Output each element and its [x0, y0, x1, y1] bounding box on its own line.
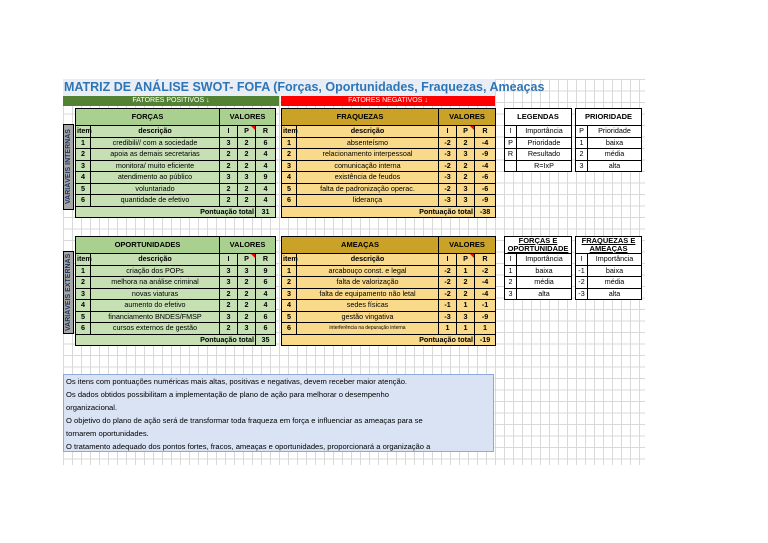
- priority-heading: PRIORIDADE: [576, 109, 642, 126]
- notes-box: [63, 374, 494, 452]
- legend-row: [576, 149, 642, 161]
- legend-key[interactable]: I: [505, 126, 517, 138]
- p-cell[interactable]: 2: [457, 160, 475, 172]
- description-cell[interactable]: falta de equipamento não letal: [297, 288, 439, 300]
- legend-value[interactable]: alta: [588, 160, 642, 172]
- legend-row: [505, 265, 572, 277]
- table-row: [76, 183, 276, 195]
- table-row: [282, 288, 496, 300]
- p-header: P: [238, 126, 256, 138]
- item-cell[interactable]: 2: [76, 277, 91, 289]
- p-cell[interactable]: 2: [238, 137, 256, 149]
- p-cell[interactable]: 3: [457, 195, 475, 207]
- description-cell[interactable]: gestão vingativa: [297, 311, 439, 323]
- legend-row: [576, 160, 642, 172]
- r-cell[interactable]: 4: [256, 288, 276, 300]
- total-row: [282, 206, 496, 218]
- i-header: I: [439, 254, 457, 266]
- i-cell[interactable]: 3: [220, 265, 238, 277]
- r-cell[interactable]: -9: [475, 311, 496, 323]
- description-cell[interactable]: liderança: [297, 195, 439, 207]
- legend-row: [505, 137, 572, 149]
- table-row: [76, 288, 276, 300]
- legend-row: [576, 137, 642, 149]
- i-cell[interactable]: -1: [439, 300, 457, 312]
- table-row: [282, 300, 496, 312]
- p-cell[interactable]: 1: [457, 265, 475, 277]
- table-row: [282, 172, 496, 184]
- r-cell[interactable]: 9: [256, 265, 276, 277]
- r-header: R: [475, 254, 496, 266]
- description-cell[interactable]: novas viaturas: [91, 288, 220, 300]
- description-header: descrição: [91, 126, 220, 138]
- i-cell[interactable]: 2: [220, 160, 238, 172]
- weaknesses-heading: FRAQUEZAS: [282, 109, 439, 126]
- description-cell[interactable]: voluntariado: [91, 183, 220, 195]
- item-cell[interactable]: 1: [76, 137, 91, 149]
- item-cell[interactable]: 3: [76, 288, 91, 300]
- r-cell[interactable]: -4: [475, 288, 496, 300]
- i-cell[interactable]: -2: [439, 137, 457, 149]
- legend-value[interactable]: média: [588, 277, 642, 289]
- r-header: R: [256, 254, 276, 266]
- legend-value[interactable]: Importância: [517, 126, 572, 138]
- r-cell[interactable]: 9: [256, 172, 276, 184]
- r-cell[interactable]: 4: [256, 300, 276, 312]
- legend-key[interactable]: 2: [505, 277, 517, 289]
- description-cell[interactable]: existência de feudos: [297, 172, 439, 184]
- strengths-opportunities-scale: [504, 236, 572, 300]
- p-cell[interactable]: 2: [457, 172, 475, 184]
- i-cell[interactable]: 2: [220, 300, 238, 312]
- table-row: [282, 311, 496, 323]
- r-cell[interactable]: -6: [475, 183, 496, 195]
- legend-key[interactable]: 1: [576, 137, 588, 149]
- table-row: [282, 277, 496, 289]
- i-cell[interactable]: -3: [439, 149, 457, 161]
- i-cell[interactable]: -2: [439, 277, 457, 289]
- item-cell[interactable]: 4: [76, 300, 91, 312]
- legend-key[interactable]: P: [576, 126, 588, 138]
- legend-value[interactable]: Importância: [588, 254, 642, 266]
- total-value[interactable]: -38: [475, 206, 496, 218]
- legend-key[interactable]: 2: [576, 149, 588, 161]
- legend-key[interactable]: R: [505, 149, 517, 161]
- legend-key[interactable]: -3: [576, 288, 588, 300]
- r-cell[interactable]: -9: [475, 195, 496, 207]
- description-header: descrição: [91, 254, 220, 266]
- legend-key[interactable]: I: [576, 254, 588, 266]
- legend-table: [504, 108, 572, 172]
- r-cell[interactable]: 4: [256, 183, 276, 195]
- values-heading: VALORES: [439, 237, 496, 254]
- description-cell[interactable]: falta de padronização operac.: [297, 183, 439, 195]
- i-cell[interactable]: 2: [220, 323, 238, 335]
- item-cell[interactable]: 4: [282, 300, 297, 312]
- legend-value[interactable]: baixa: [588, 265, 642, 277]
- legend-value[interactable]: média: [517, 277, 572, 289]
- item-header: item: [77, 126, 92, 136]
- p-cell[interactable]: 3: [457, 149, 475, 161]
- priority-table: [575, 108, 642, 172]
- negative-factors-bar: FATORES NEGATIVOS ↓: [281, 96, 495, 106]
- legend-value[interactable]: baixa: [588, 137, 642, 149]
- description-cell[interactable]: credibili// com a sociedade: [91, 137, 220, 149]
- table-row: [76, 172, 276, 184]
- i-cell[interactable]: 1: [439, 323, 457, 335]
- description-cell[interactable]: cursos externos de gestão: [91, 323, 220, 335]
- r-cell[interactable]: -9: [475, 149, 496, 161]
- p-cell[interactable]: 2: [238, 183, 256, 195]
- item-cell[interactable]: 5: [76, 311, 91, 323]
- description-header: descrição: [297, 126, 439, 138]
- table-row: [282, 149, 496, 161]
- p-cell[interactable]: 2: [238, 160, 256, 172]
- legend-value[interactable]: alta: [517, 288, 572, 300]
- p-cell[interactable]: 3: [238, 265, 256, 277]
- legend-key[interactable]: -2: [576, 277, 588, 289]
- description-cell[interactable]: atendimento ao público: [91, 172, 220, 184]
- description-cell[interactable]: quantidade de efetivo: [91, 195, 220, 207]
- p-cell[interactable]: 2: [457, 288, 475, 300]
- p-cell[interactable]: 3: [238, 323, 256, 335]
- legend-key[interactable]: 3: [576, 160, 588, 172]
- legend-row: [505, 126, 572, 138]
- table-row: [76, 149, 276, 161]
- description-cell[interactable]: relacionamento interpessoal: [297, 149, 439, 161]
- weaknesses-threats-scale: [575, 236, 642, 300]
- legend-row: [505, 254, 572, 266]
- total-value[interactable]: 35: [256, 334, 276, 346]
- legend-key[interactable]: I: [505, 254, 517, 266]
- item-cell[interactable]: 3: [282, 288, 297, 300]
- legend-value[interactable]: média: [588, 149, 642, 161]
- table-row: [76, 160, 276, 172]
- r-cell[interactable]: 4: [256, 160, 276, 172]
- i-cell[interactable]: 3: [220, 311, 238, 323]
- p-cell[interactable]: 1: [457, 300, 475, 312]
- total-row: [76, 206, 276, 218]
- p-header: P: [457, 254, 475, 266]
- i-cell[interactable]: -3: [439, 172, 457, 184]
- item-cell[interactable]: 4: [282, 172, 297, 184]
- legend-row: [505, 160, 572, 172]
- r-header: R: [256, 126, 276, 138]
- p-cell[interactable]: 2: [238, 288, 256, 300]
- p-cell[interactable]: 2: [457, 137, 475, 149]
- p-cell[interactable]: 2: [238, 149, 256, 161]
- legend-key[interactable]: 3: [505, 288, 517, 300]
- item-cell[interactable]: 6: [282, 323, 297, 335]
- r-cell[interactable]: -2: [475, 265, 496, 277]
- total-row: [282, 334, 496, 346]
- r-cell[interactable]: 6: [256, 323, 276, 335]
- values-heading: VALORES: [220, 109, 276, 126]
- table-row: [76, 265, 276, 277]
- r-header: R: [475, 126, 496, 138]
- description-cell[interactable]: melhora na análise criminal: [91, 277, 220, 289]
- legend-key[interactable]: [505, 160, 517, 172]
- table-row: [76, 137, 276, 149]
- item-cell[interactable]: 5: [76, 183, 91, 195]
- item-cell[interactable]: 3: [282, 160, 297, 172]
- description-cell[interactable]: arcabouço const. e legal: [297, 265, 439, 277]
- note-line: O tratamento adequado dos pontos fortes, fracos, ameaças e oportunidades, proporcionará a organização a: [66, 442, 431, 451]
- legend-row: [576, 254, 642, 266]
- table-row: [76, 311, 276, 323]
- i-cell[interactable]: 2: [220, 183, 238, 195]
- legend-value[interactable]: Resultado: [517, 149, 572, 161]
- table-row: [76, 323, 276, 335]
- p-cell[interactable]: 3: [238, 172, 256, 184]
- i-cell[interactable]: -3: [439, 195, 457, 207]
- description-cell[interactable]: interferência na depuração interna: [297, 323, 439, 335]
- total-value[interactable]: -19: [475, 334, 496, 346]
- threats-table: [281, 236, 496, 346]
- description-cell[interactable]: aumento do efetivo: [91, 300, 220, 312]
- p-header: P: [457, 126, 475, 138]
- description-cell[interactable]: monitora/ muito eficiente: [91, 160, 220, 172]
- i-cell[interactable]: 2: [220, 195, 238, 207]
- description-cell[interactable]: falta de valorização: [297, 277, 439, 289]
- item-cell[interactable]: 5: [282, 311, 297, 323]
- legend-value[interactable]: Prioridade: [517, 137, 572, 149]
- legend-value[interactable]: baixa: [517, 265, 572, 277]
- page-title: MATRIZ DE ANÁLISE SWOT- FOFA (Forças, Oportunidades, Fraquezas, Ameaças: [64, 80, 545, 94]
- item-header: item: [283, 254, 298, 264]
- i-cell[interactable]: 3: [220, 277, 238, 289]
- item-cell[interactable]: 6: [76, 195, 91, 207]
- table-row: [282, 137, 496, 149]
- item-cell[interactable]: 5: [282, 183, 297, 195]
- threats-heading: AMEAÇAS: [282, 237, 439, 254]
- p-header: P: [238, 254, 256, 266]
- item-cell[interactable]: 6: [282, 195, 297, 207]
- r-cell[interactable]: 6: [256, 277, 276, 289]
- i-cell[interactable]: 2: [220, 149, 238, 161]
- opportunities-table: [75, 236, 276, 346]
- strengths-table: [75, 108, 276, 218]
- table-row: [282, 160, 496, 172]
- note-line: tornarem oportunidades.: [66, 429, 149, 438]
- i-cell[interactable]: -2: [439, 288, 457, 300]
- note-line: Os itens com pontuações numéricas mais altas, positivas e negativas, devem receber maior atenção.: [66, 377, 408, 386]
- description-cell[interactable]: sedes físicas: [297, 300, 439, 312]
- legend-heading: LEGENDAS: [505, 109, 572, 126]
- item-cell[interactable]: 2: [76, 149, 91, 161]
- table-row: [76, 300, 276, 312]
- positive-factors-bar: FATORES POSITIVOS ↓: [63, 96, 279, 106]
- item-cell[interactable]: 1: [76, 265, 91, 277]
- description-cell[interactable]: criação dos POPs: [91, 265, 220, 277]
- table-row: [282, 323, 496, 335]
- legend-row: [505, 288, 572, 300]
- table-row: [76, 277, 276, 289]
- item-header: item: [283, 126, 298, 136]
- i-cell[interactable]: 3: [220, 137, 238, 149]
- table-row: [282, 265, 496, 277]
- i-cell[interactable]: 2: [220, 288, 238, 300]
- table-row: [76, 195, 276, 207]
- legend-key[interactable]: -1: [576, 265, 588, 277]
- p-cell[interactable]: 2: [238, 311, 256, 323]
- r-cell[interactable]: 4: [256, 149, 276, 161]
- i-cell[interactable]: -2: [439, 160, 457, 172]
- item-cell[interactable]: 6: [76, 323, 91, 335]
- item-cell[interactable]: 1: [282, 265, 297, 277]
- strengths-opportunities-heading: FORÇAS E OPORTUNIDADE: [505, 237, 572, 254]
- item-cell[interactable]: 4: [76, 172, 91, 184]
- legend-value[interactable]: Importância: [517, 254, 572, 266]
- description-cell[interactable]: financiamento BNDES/FMSP: [91, 311, 220, 323]
- legend-row: [576, 277, 642, 289]
- p-cell[interactable]: 3: [457, 311, 475, 323]
- i-cell[interactable]: 3: [220, 172, 238, 184]
- r-cell[interactable]: -4: [475, 160, 496, 172]
- r-cell[interactable]: 1: [475, 323, 496, 335]
- item-cell[interactable]: 2: [282, 149, 297, 161]
- legend-row: [505, 277, 572, 289]
- internal-variables-label: VARIÁVEIS INTERNAS: [63, 124, 74, 210]
- p-cell[interactable]: 2: [457, 277, 475, 289]
- note-line: Os dados obtidos possibilitam a implementação de plano de ação para melhorar o desempenho: [66, 390, 389, 399]
- values-heading: VALORES: [220, 237, 276, 254]
- r-cell[interactable]: -1: [475, 300, 496, 312]
- p-cell[interactable]: 2: [238, 277, 256, 289]
- weaknesses-table: [281, 108, 496, 218]
- r-cell[interactable]: 6: [256, 137, 276, 149]
- p-cell[interactable]: 2: [238, 195, 256, 207]
- p-cell[interactable]: 2: [238, 300, 256, 312]
- description-cell[interactable]: apoia as demais secretarias: [91, 149, 220, 161]
- i-header: I: [220, 126, 238, 138]
- r-cell[interactable]: -4: [475, 277, 496, 289]
- i-header: I: [439, 126, 457, 138]
- legend-value[interactable]: alta: [588, 288, 642, 300]
- item-cell[interactable]: 2: [282, 277, 297, 289]
- external-variables-label: VARIÁVEIS EXTERNAS: [63, 251, 74, 334]
- p-cell[interactable]: 3: [457, 183, 475, 195]
- total-value[interactable]: 31: [256, 206, 276, 218]
- table-row: [282, 183, 496, 195]
- item-cell[interactable]: 1: [282, 137, 297, 149]
- item-header: item: [77, 254, 92, 264]
- opportunities-heading: OPORTUNIDADES: [76, 237, 220, 254]
- i-cell[interactable]: -2: [439, 183, 457, 195]
- r-cell[interactable]: -6: [475, 172, 496, 184]
- item-cell[interactable]: 3: [76, 160, 91, 172]
- total-label: Pontuação total: [76, 334, 256, 346]
- legend-key[interactable]: P: [505, 137, 517, 149]
- legend-row: [576, 265, 642, 277]
- weaknesses-threats-heading: FRAQUEZAS E AMEAÇAS: [576, 237, 642, 254]
- table-row: [282, 195, 496, 207]
- legend-key[interactable]: 1: [505, 265, 517, 277]
- legend-row: [576, 288, 642, 300]
- legend-row: [576, 126, 642, 138]
- legend-value[interactable]: R=IxP: [517, 160, 572, 172]
- legend-row: [505, 149, 572, 161]
- note-line: O objetivo do plano de ação será de transformar toda fraqueza em força e influenciar as ameaças para se: [66, 416, 423, 425]
- legend-value[interactable]: Prioridade: [588, 126, 642, 138]
- i-header: I: [220, 254, 238, 266]
- i-cell[interactable]: -2: [439, 265, 457, 277]
- p-cell[interactable]: 1: [457, 323, 475, 335]
- i-cell[interactable]: -3: [439, 311, 457, 323]
- note-line: organizacional.: [66, 403, 118, 412]
- total-row: [76, 334, 276, 346]
- strengths-heading: FORÇAS: [76, 109, 220, 126]
- total-label: Pontuação total: [282, 334, 475, 346]
- r-cell[interactable]: 4: [256, 195, 276, 207]
- total-label: Pontuação total: [282, 206, 475, 218]
- r-cell[interactable]: -4: [475, 137, 496, 149]
- total-label: Pontuação total: [76, 206, 256, 218]
- description-cell[interactable]: comunicação interna: [297, 160, 439, 172]
- description-cell[interactable]: absenteísmo: [297, 137, 439, 149]
- description-header: descrição: [297, 254, 439, 266]
- r-cell[interactable]: 6: [256, 311, 276, 323]
- spreadsheet-grid[interactable]: [63, 79, 645, 465]
- values-heading: VALORES: [439, 109, 496, 126]
